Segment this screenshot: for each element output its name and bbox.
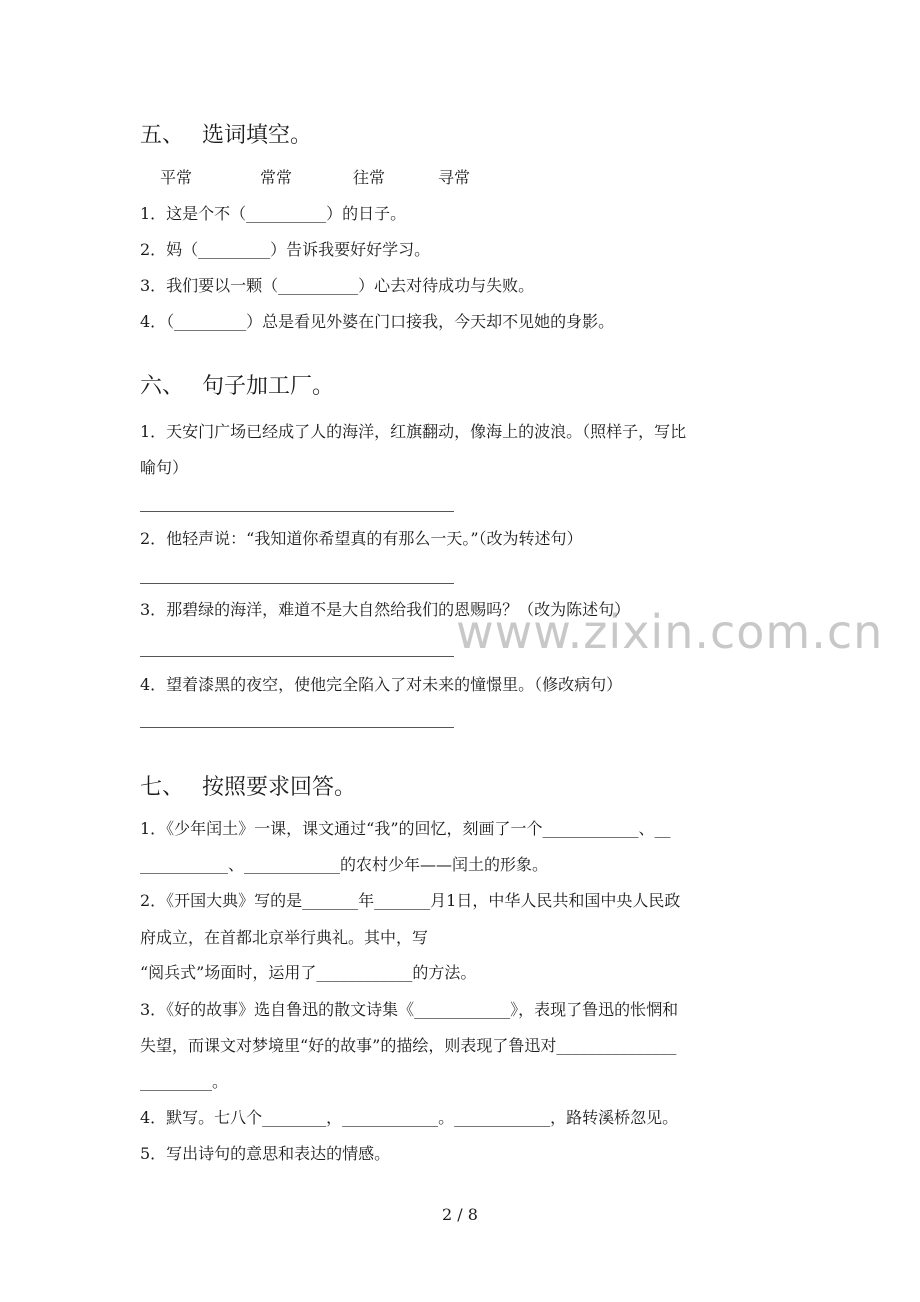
answer-line — [140, 727, 454, 728]
answer-line — [140, 511, 454, 512]
section6-title: 句子加工厂。 — [202, 374, 335, 399]
word-choice: 常常 — [260, 168, 293, 187]
section6-item: 1．天安门广场已经成了人的海洋，红旗翻动，像海上的波浪。（照样子，写比 — [140, 422, 687, 441]
section5-title: 选词填空。 — [202, 123, 313, 148]
section5-item: 4．（_________）总是看见外婆在门口接我，今天却不见她的身影。 — [140, 312, 615, 331]
section6-heading — [140, 372, 334, 402]
section5-heading — [140, 121, 312, 151]
watermark: www.zixin.com.cn — [456, 605, 884, 659]
section6-item: 喻句） — [140, 458, 189, 477]
section6-item: 4．望着漆黑的夜空，使他完全陷入了对未来的憧憬里。（修改病句） — [140, 675, 623, 694]
word-choice: 寻常 — [438, 168, 471, 187]
section6-item: 3．那碧绿的海洋，难道不是大自然给我们的恩赐吗？（改为陈述句） — [140, 600, 631, 619]
answer-line — [140, 656, 454, 657]
section7-title: 按照要求回答。 — [202, 775, 357, 800]
section7-line: “阅兵式”场面时，运用了____________的方法。 — [140, 963, 477, 982]
section7-line: _________。 — [140, 1072, 229, 1091]
section7-line: 失望，而课文对梦境里“好的故事”的描绘，则表现了鲁迅对_______________ — [140, 1036, 677, 1055]
page-number: 2 / 8 — [442, 1205, 478, 1224]
section7-line: 府成立，在首都北京举行典礼。其中，写 — [140, 928, 429, 947]
section7-line: 5．写出诗句的意思和表达的情感。 — [140, 1144, 391, 1163]
section7-line: ___________、____________的农村少年——闰土的形象。 — [140, 855, 549, 874]
word-choice: 往常 — [353, 168, 386, 187]
word-choice: 平常 — [160, 168, 193, 187]
section5-item: 1．这是个不（__________）的日子。 — [140, 204, 407, 223]
answer-line — [140, 583, 454, 584]
section7-line: 2．《开国大典》写的是_______年_______月1日，中华人民共和国中央人民政 — [140, 891, 681, 910]
word-choices — [140, 166, 540, 190]
section5-number: 五、 — [140, 123, 185, 148]
section7-line: 1．《少年闰土》一课，课文通过“我”的回忆，刻画了一个____________、__ — [140, 819, 671, 838]
section7-line: 4．默写。七八个________，____________。____________，路转溪桥忽见。 — [140, 1108, 679, 1127]
section6-item: 2．他轻声说：“我知道你希望真的有那么一天。”（改为转述句） — [140, 529, 583, 548]
section5-item: 2．妈（_________）告诉我要好好学习。 — [140, 240, 431, 259]
section7-number: 七、 — [140, 775, 185, 800]
section7-line: 3．《好的故事》选自鲁迅的散文诗集《____________》，表现了鲁迅的怅惘和 — [140, 1000, 679, 1019]
section5-item: 3．我们要以一颗（__________）心去对待成功与失败。 — [140, 276, 535, 295]
section7-heading — [140, 773, 356, 803]
section6-number: 六、 — [140, 374, 185, 399]
